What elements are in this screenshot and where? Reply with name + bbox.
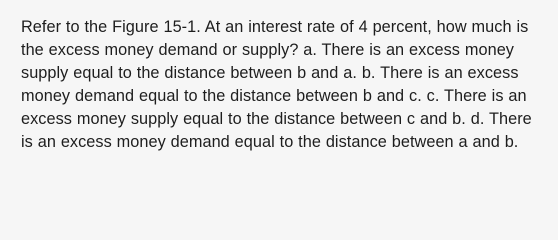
question-text: Refer to the Figure 15-1. At an interest rate of 4 percent, how much is the excess money demand or supply? a. There is an excess money supply equal to the distance between b and a. b. There is an excess money demand equal to the distance between b and c. c. There is an excess money supply equal to the distance between c and b. d. There is an excess money demand equal to the distance between a and b. <box>21 18 532 151</box>
